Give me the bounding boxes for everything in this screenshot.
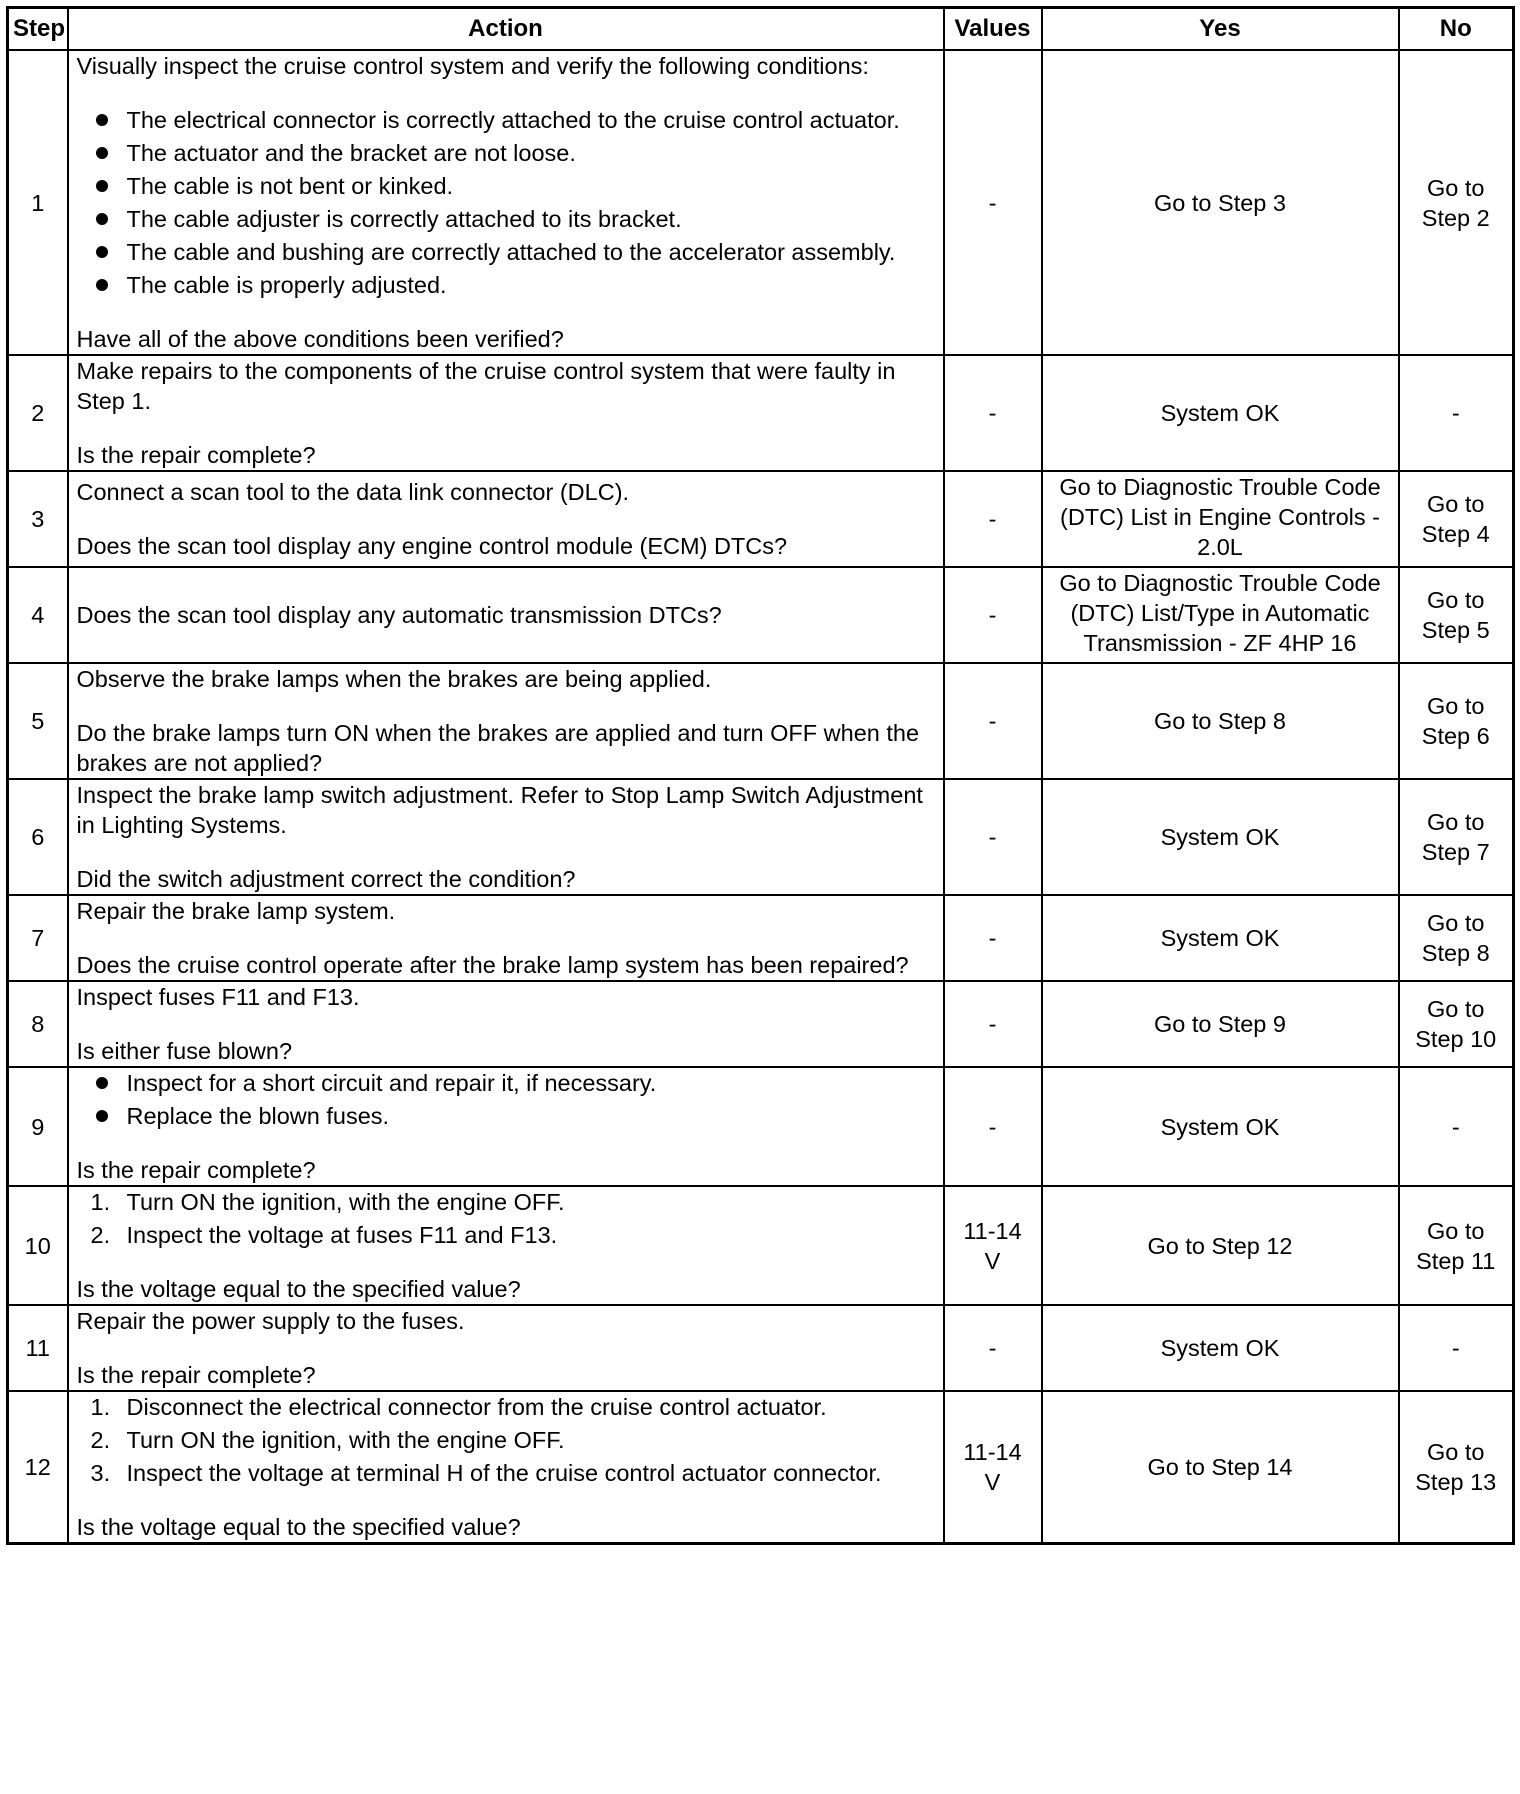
bullet-icon xyxy=(96,213,108,225)
no-cell: Go to Step 7 xyxy=(1399,779,1514,895)
action-intro: Repair the power supply to the fuses. xyxy=(76,1308,465,1334)
table-row xyxy=(8,567,1514,663)
bullet-icon xyxy=(96,1077,108,1089)
yes-cell: System OK xyxy=(1042,1305,1399,1391)
action-intro: Repair the brake lamp system. xyxy=(76,898,396,924)
table-row xyxy=(8,1067,1514,1186)
list-item-text: Turn ON the ignition, with the engine OFF. xyxy=(126,1189,565,1215)
action-cell xyxy=(68,779,944,895)
action-question: Did the switch adjustment correct the condition? xyxy=(76,866,576,892)
yes-cell: System OK xyxy=(1042,779,1399,895)
no-cell: Go to Step 11 xyxy=(1399,1186,1514,1305)
action-intro: Inspect the brake lamp switch adjustment. Refer to Stop Lamp Switch Adjustment in Lighting Systems. xyxy=(76,782,923,838)
bullet-list xyxy=(77,1068,935,1131)
diagnostic-table xyxy=(6,6,1515,1545)
step-number: 6 xyxy=(8,779,68,895)
no-cell: Go to Step 6 xyxy=(1399,663,1514,779)
header-action: Action xyxy=(68,8,944,51)
step-number: 9 xyxy=(8,1067,68,1186)
list-item xyxy=(77,171,935,201)
list-item-text: The cable is properly adjusted. xyxy=(126,272,447,298)
list-item: 2. Inspect the voltage at fuses F11 and F13. xyxy=(90,1222,558,1248)
no-cell: Go to Step 13 xyxy=(1399,1391,1514,1544)
action-cell xyxy=(68,567,944,663)
list-item xyxy=(77,138,935,168)
diagnostic-table-wrapper xyxy=(6,6,1515,1545)
value-cell: - xyxy=(944,663,1042,779)
step-number: 5 xyxy=(8,663,68,779)
no-cell: - xyxy=(1399,1305,1514,1391)
yes-cell: Go to Diagnostic Trouble Code (DTC) List in Engine Controls - 2.0L xyxy=(1042,471,1399,567)
value-cell: - xyxy=(944,50,1042,355)
step-number: 11 xyxy=(8,1305,68,1391)
list-item xyxy=(77,1101,935,1131)
table-row xyxy=(8,1186,1514,1305)
table-row xyxy=(8,663,1514,779)
yes-cell: Go to Step 3 xyxy=(1042,50,1399,355)
action-cell xyxy=(68,1305,944,1391)
list-item-text: The cable adjuster is correctly attached to its bracket. xyxy=(126,206,682,232)
step-number: 8 xyxy=(8,981,68,1067)
no-cell: Go to Step 8 xyxy=(1399,895,1514,981)
list-item-text: Replace the blown fuses. xyxy=(126,1103,390,1129)
header-values: Values xyxy=(944,8,1042,51)
list-item xyxy=(77,237,935,267)
value-cell: - xyxy=(944,567,1042,663)
header-row xyxy=(8,8,1514,51)
yes-cell: Go to Step 8 xyxy=(1042,663,1399,779)
action-cell xyxy=(68,471,944,567)
action-intro: Inspect fuses F11 and F13. xyxy=(76,984,360,1010)
no-cell: - xyxy=(1399,1067,1514,1186)
table-row xyxy=(8,1391,1514,1544)
yes-cell: System OK xyxy=(1042,355,1399,471)
action-cell xyxy=(68,50,944,355)
numbered-list xyxy=(77,1187,935,1250)
action-intro: Connect a scan tool to the data link connector (DLC). xyxy=(76,479,630,505)
no-cell: Go to Step 4 xyxy=(1399,471,1514,567)
action-question: Is the voltage equal to the specified value? xyxy=(76,1514,521,1540)
table-row xyxy=(8,1305,1514,1391)
bullet-icon xyxy=(96,180,108,192)
yes-cell: System OK xyxy=(1042,895,1399,981)
table-row xyxy=(8,981,1514,1067)
step-number: 3 xyxy=(8,471,68,567)
list-item xyxy=(77,105,935,135)
action-cell xyxy=(68,355,944,471)
list-item-text: The electrical connector is correctly attached to the cruise control actuator. xyxy=(126,107,900,133)
action-cell xyxy=(68,895,944,981)
action-intro: Make repairs to the components of the cruise control system that were faulty in Step 1. xyxy=(76,358,896,414)
bullet-icon xyxy=(96,279,108,291)
list-item-text: The cable is not bent or kinked. xyxy=(126,173,454,199)
action-cell xyxy=(68,981,944,1067)
table-row xyxy=(8,50,1514,355)
value-cell: - xyxy=(944,981,1042,1067)
action-question: Is either fuse blown? xyxy=(76,1038,293,1064)
action-cell xyxy=(68,663,944,779)
action-question: Is the repair complete? xyxy=(76,1362,316,1388)
list-item: 2. Turn ON the ignition, with the engine OFF. xyxy=(90,1427,565,1453)
list-item: 1. Turn ON the ignition, with the engine OFF. xyxy=(90,1189,565,1215)
list-item: 1. Disconnect the electrical connector from the cruise control actuator. xyxy=(90,1394,827,1420)
action-question: Is the repair complete? xyxy=(76,1157,316,1183)
action-cell xyxy=(68,1186,944,1305)
value-cell: - xyxy=(944,779,1042,895)
action-intro: Observe the brake lamps when the brakes are being applied. xyxy=(76,666,712,692)
yes-cell: Go to Step 9 xyxy=(1042,981,1399,1067)
step-number: 12 xyxy=(8,1391,68,1544)
header-no: No xyxy=(1399,8,1514,51)
no-cell: Go to Step 10 xyxy=(1399,981,1514,1067)
list-item xyxy=(77,204,935,234)
no-cell: - xyxy=(1399,355,1514,471)
step-number: 10 xyxy=(8,1186,68,1305)
value-cell: - xyxy=(944,1067,1042,1186)
step-number: 4 xyxy=(8,567,68,663)
list-item-text: Turn ON the ignition, with the engine OFF. xyxy=(126,1427,565,1453)
bullet-list xyxy=(77,105,935,300)
yes-cell: Go to Step 14 xyxy=(1042,1391,1399,1544)
action-intro: Visually inspect the cruise control system and verify the following conditions: xyxy=(76,53,869,79)
bullet-icon xyxy=(96,1110,108,1122)
action-cell xyxy=(68,1067,944,1186)
numbered-list xyxy=(77,1392,935,1488)
action-question: Is the repair complete? xyxy=(76,442,316,468)
table-row xyxy=(8,355,1514,471)
header-yes: Yes xyxy=(1042,8,1399,51)
value-cell: 11-14 V xyxy=(944,1391,1042,1544)
bullet-icon xyxy=(96,114,108,126)
yes-cell: Go to Step 12 xyxy=(1042,1186,1399,1305)
no-cell: Go to Step 2 xyxy=(1399,50,1514,355)
step-number: 7 xyxy=(8,895,68,981)
bullet-icon xyxy=(96,147,108,159)
table-row xyxy=(8,471,1514,567)
value-cell: 11-14 V xyxy=(944,1186,1042,1305)
list-item-text: Inspect the voltage at fuses F11 and F13. xyxy=(126,1222,558,1248)
step-number: 1 xyxy=(8,50,68,355)
list-item-text: The actuator and the bracket are not loose. xyxy=(126,140,576,166)
action-cell xyxy=(68,1391,944,1544)
list-item-text: The cable and bushing are correctly attached to the accelerator assembly. xyxy=(126,239,896,265)
bullet-icon xyxy=(96,246,108,258)
no-cell: Go to Step 5 xyxy=(1399,567,1514,663)
value-cell: - xyxy=(944,355,1042,471)
value-cell: - xyxy=(944,1305,1042,1391)
table-row xyxy=(8,779,1514,895)
action-intro: Does the scan tool display any automatic transmission DTCs? xyxy=(76,602,722,628)
action-question: Have all of the above conditions been verified? xyxy=(76,326,564,352)
header-step: Step xyxy=(8,8,68,51)
value-cell: - xyxy=(944,895,1042,981)
yes-cell: Go to Diagnostic Trouble Code (DTC) List/Type in Automatic Transmission - ZF 4HP 16 xyxy=(1042,567,1399,663)
list-item: 3. Inspect the voltage at terminal H of the cruise control actuator connector. xyxy=(90,1460,882,1486)
list-item xyxy=(77,270,935,300)
table-row xyxy=(8,895,1514,981)
action-question: Is the voltage equal to the specified value? xyxy=(76,1276,521,1302)
action-question: Does the scan tool display any engine control module (ECM) DTCs? xyxy=(76,533,788,559)
step-number: 2 xyxy=(8,355,68,471)
action-question: Do the brake lamps turn ON when the brakes are applied and turn OFF when the brakes are not applied? xyxy=(76,720,920,776)
list-item-text: Disconnect the electrical connector from the cruise control actuator. xyxy=(126,1394,827,1420)
list-item xyxy=(77,1068,935,1098)
value-cell: - xyxy=(944,471,1042,567)
action-question: Does the cruise control operate after the brake lamp system has been repaired? xyxy=(76,952,909,978)
list-item-text: Inspect the voltage at terminal H of the cruise control actuator connector. xyxy=(126,1460,882,1486)
list-item-text: Inspect for a short circuit and repair it, if necessary. xyxy=(126,1070,657,1096)
yes-cell: System OK xyxy=(1042,1067,1399,1186)
